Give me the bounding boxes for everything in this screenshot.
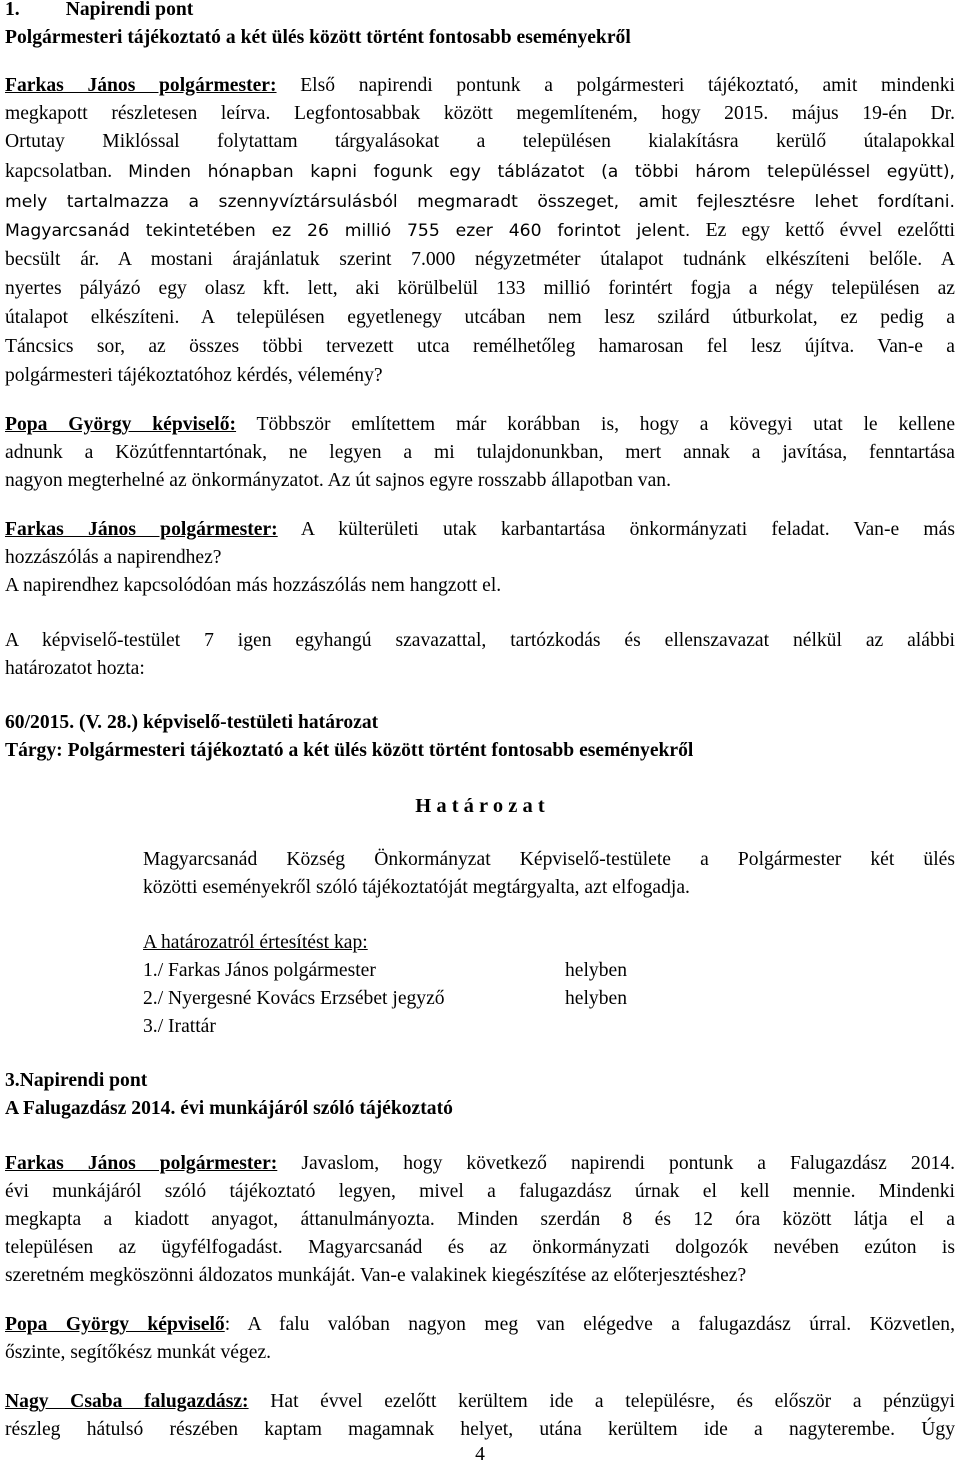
recipient-item: 1./ Farkas János polgármester helyben — [143, 960, 628, 981]
notify-label: A határozatról értesítést kap: — [143, 932, 368, 953]
resolution-number: 60/2015. (V. 28.) képviselő-testületi határozat — [5, 712, 379, 733]
resolution-text-line-1: Magyarcsanád Község Önkormányzat Képviselő-testülete a Polgármester két ülés — [143, 849, 955, 870]
section-1-subtitle: Polgármesteri tájékoztató a két ülés között történt fontosabb eseményekről — [5, 27, 631, 48]
recipient-item: 3./ Irattár — [143, 1016, 216, 1037]
page-number: 4 — [475, 1444, 485, 1465]
section-1-heading — [5, 0, 955, 22]
speaker-name: Farkas János polgármester: — [5, 519, 278, 540]
speaker-name: Farkas János polgármester: — [5, 1153, 278, 1174]
section-1-number: 1. — [5, 0, 20, 20]
section-3-heading: 3.Napirendi pont — [5, 1070, 148, 1091]
section-1-title: Napirendi pont — [65, 0, 194, 20]
recipient-item: 2./ Nyergesné Kovács Erzsébet jegyző helyben — [143, 988, 628, 1009]
resolution-text-line-2: közötti eseményekről szóló tájékoztatóját megtárgyalta, azt elfogadja. — [143, 877, 690, 898]
speaker-name: Farkas János polgármester: — [5, 75, 277, 96]
section-3-subtitle: A Falugazdász 2014. évi munkájáról szóló tájékoztató — [5, 1098, 453, 1119]
speaker-name: Nagy Csaba falugazdász: — [5, 1391, 249, 1412]
speaker-name: Popa György képviselő — [5, 1314, 225, 1335]
resolution-heading: H a t á r o z a t — [415, 795, 545, 817]
resolution-subject: Tárgy: Polgármesteri tájékoztató a két ülés között történt fontosabb eseményekről — [5, 740, 694, 761]
speaker-name: Popa György képviselő: — [5, 414, 237, 435]
